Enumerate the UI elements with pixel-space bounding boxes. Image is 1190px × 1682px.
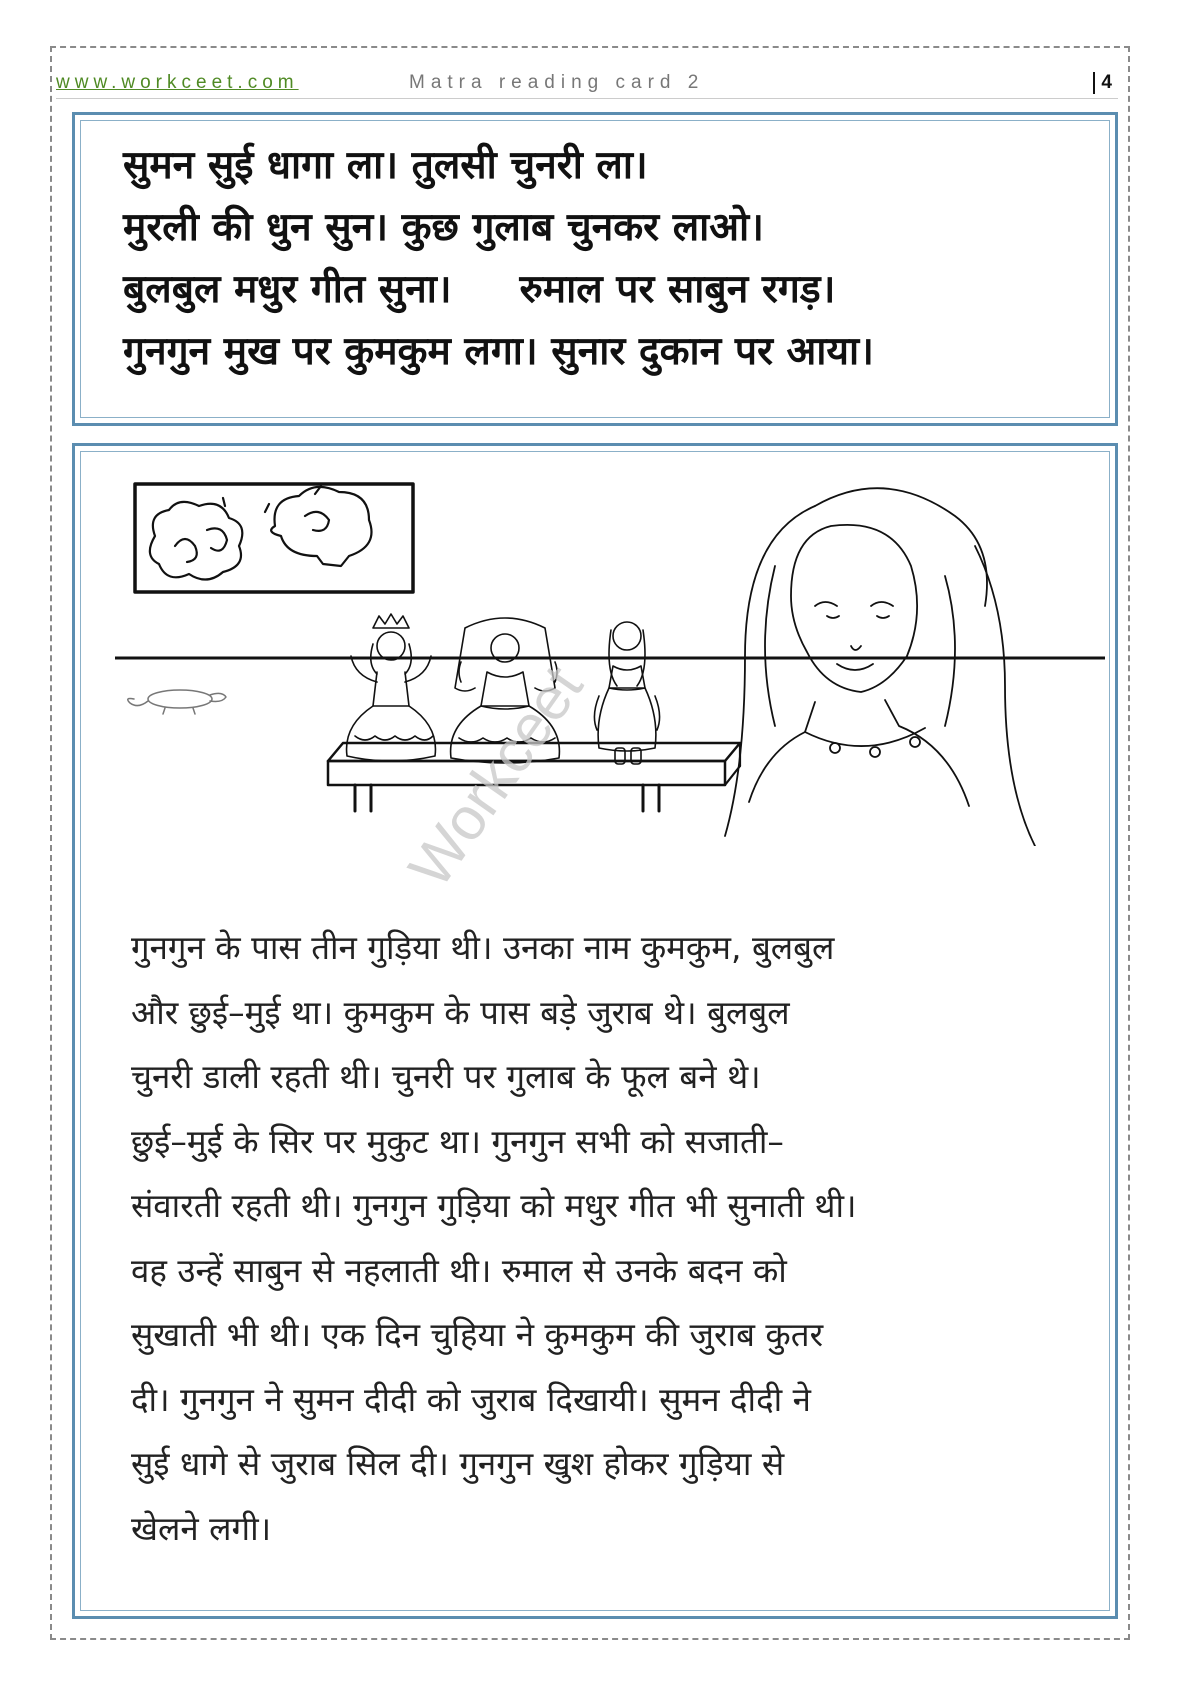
sentence-box <box>72 112 1118 426</box>
card-title: Matra reading card 2 <box>409 72 705 93</box>
mouse-drawing <box>128 690 226 714</box>
story-line: सुई धागे से जुराब सिल दी। गुनगुन खुश होकर गुड़िया से <box>131 1444 785 1483</box>
watermark: Workceet <box>395 653 596 900</box>
story-line: गुनगुन के पास तीन गुड़िया थी। उनका नाम कुमकुम, बुलबुल <box>131 928 835 967</box>
sentence-line: बुलबुल मधुर गीत सुना। रुमाल पर साबुन रगड़। <box>123 267 836 312</box>
picture-frame <box>135 484 413 592</box>
sentence-line: सुमन सुई धागा ला। तुलसी चुनरी ला। <box>123 143 648 188</box>
story-line: छुई–मुई के सिर पर मुकुट था। गुनगुन सभी को सजाती– <box>131 1121 784 1161</box>
illustration <box>115 466 1105 846</box>
girl-portrait-drawing <box>725 488 1035 846</box>
doll-crown-drawing <box>347 614 436 761</box>
story-line: चुनरी डाली रहती थी। चुनरी पर गुलाब के फूल बने थे। <box>131 1057 761 1096</box>
sentence-line: गुनगुन मुख पर कुमकुम लगा। सुनार दुकान पर आया। <box>123 329 874 374</box>
story-line: सुखाती भी थी। एक दिन चुहिया ने कुमकुम की जुराब कुतर <box>131 1315 824 1354</box>
story-line: और छुई–मुई था। कुमकुम के पास बड़े जुराब थे। बुलबुल <box>131 992 790 1032</box>
story-line: दी। गुनगुन ने सुमन दीदी को जुराब दिखायी। सुमन दीदी ने <box>131 1379 811 1419</box>
story-text <box>131 916 1071 1561</box>
story-line: वह उन्हें साबुन से नहलाती थी। रुमाल से उनके बदन को <box>131 1250 787 1290</box>
page-number: 4 <box>1093 72 1112 94</box>
sentence-line: मुरली की धुन सुन। कुछ गुलाब चुनकर लाओ। <box>123 205 764 250</box>
story-box <box>72 443 1118 1619</box>
story-line: खेलने लगी। <box>131 1508 272 1548</box>
sentence-list <box>123 135 1095 383</box>
doll-shoes-drawing <box>594 622 659 764</box>
header-rule <box>56 98 1118 99</box>
story-line: संवारती रहती थी। गुनगुन गुड़िया को मधुर गीत भी सुनाती थी। <box>131 1186 857 1225</box>
site-link[interactable]: www.workceet.com <box>56 72 299 93</box>
